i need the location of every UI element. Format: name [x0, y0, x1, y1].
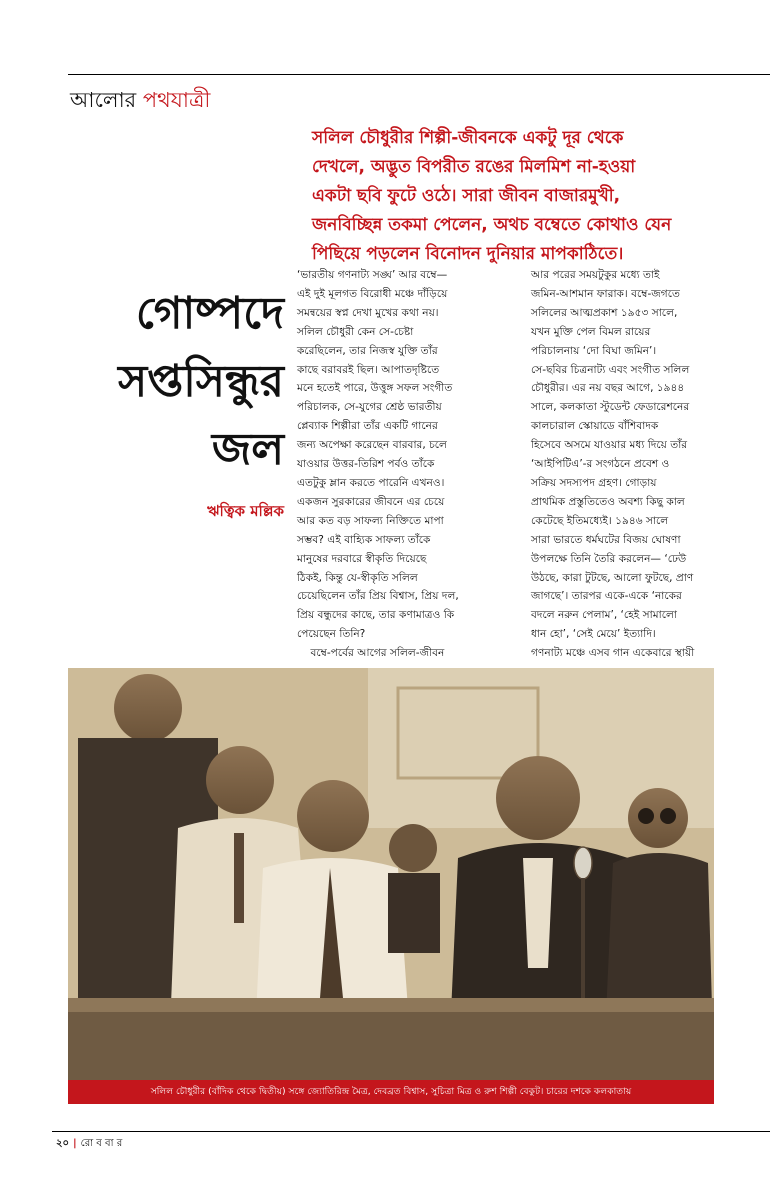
bottom-rule — [52, 1131, 770, 1132]
body-line: প্রিয় বন্ধুদের কাছে, তার কণামাত্রও কি — [297, 609, 455, 622]
body-line: সম্ভব? এই বাহ্যিক সাফল্য তাঁকে — [297, 533, 431, 546]
photo-caption: সলিল চৌধুরীর (বাঁদিক থেকে দ্বিতীয়) সঙ্গে জ্যোতিরিন্দ্র মৈত্র, দেবব্রত বিশ্বাস, সুচিত্রা মিত্র ও রুশ শিল্পী বেকুট। চারের দশকে কলকাতায় — [68, 1080, 714, 1104]
folio-separator: | — [73, 1138, 77, 1149]
body-line: ধান হো’, ‘সেই মেয়ে’ ইত্যাদি। — [531, 628, 656, 641]
byline: ঋত্বিক মল্লিক — [207, 502, 284, 520]
headline-line: জল — [211, 424, 284, 475]
standfirst-line: পিছিয়ে পড়লেন বিনোদন দুনিয়ার মাপকাঠিতে। — [312, 244, 624, 264]
photo-railing — [68, 998, 714, 1012]
body-column-1 — [297, 266, 517, 663]
body-line: পেয়েছেন তিনি? — [297, 628, 366, 641]
body-line: কাছে বরাবরই ছিল। আপাতদৃষ্টিতে — [297, 363, 440, 376]
body-line: চেয়েছিলেন তাঁর প্রিয় বিশ্বাস, প্রিয় দল, — [297, 590, 459, 603]
body-line: কেটেছে ইতিমধ্যেই। ১৯৪৬ সালে — [531, 514, 669, 527]
page-number: ২০ — [56, 1138, 70, 1149]
body-line: জাগছে’। তারপর একে-একে ‘নাকের — [531, 590, 682, 603]
section-label — [70, 86, 210, 114]
standfirst-line: দেখলে, অদ্ভুত বিপরীত রঙের মিলমিশ না-হওয়া — [312, 157, 636, 177]
section-label-part-b: পথযাত্রী — [142, 88, 211, 112]
body-line: সমন্বয়ের স্বপ্ন দেখা মুখের কথা নয়। — [297, 306, 439, 319]
body-line: সে-ছবির চিত্রনাট্য এবং সংগীত সলিল — [531, 363, 690, 376]
standfirst — [312, 124, 752, 269]
body-line: বম্বে-পর্বের আগের সলিল-জীবন — [297, 647, 445, 660]
top-rule — [68, 74, 770, 75]
body-line: পরিচালক, সে-যুগের শ্রেষ্ঠ ভারতীয় — [297, 401, 442, 414]
headline-line: গোষ্পদে — [135, 288, 284, 339]
body-line: সলিল চৌধুরী কেন সে-চেষ্টা — [297, 325, 414, 338]
headline — [64, 280, 284, 484]
body-line: আর কত বড় সাফল্য নিক্তিতে মাপা — [297, 514, 444, 527]
body-line: বদলে নরুন পেলাম’, ‘হেই সামালো — [531, 609, 677, 622]
body-line: এই দুই মূলগত বিরোধী মঞ্চে দাঁড়িয়ে — [297, 287, 448, 300]
body-line: উপলক্ষে তিনি তৈরি করলেন— ‘ঢেউ — [531, 552, 687, 565]
section-label-part-a: আলোর — [70, 88, 143, 112]
publication-name: রো ব বা র — [80, 1138, 123, 1149]
photo-figure-4 — [388, 824, 440, 953]
headline-line: সপ্তসিন্ধুর — [118, 356, 284, 407]
body-line: মনে হতেই পারে, উত্তুঙ্গ সফল সংগীত — [297, 382, 453, 395]
body-line: জন্য অপেক্ষা করেছেন বারবার, চলে — [297, 439, 447, 452]
body-line: প্রাথমিক প্রস্তুতিতেও অবশ্য কিছু কাল — [531, 495, 685, 508]
body-line: উঠছে, কারা টুটছে, আলো ফুটছে, প্রাণ — [531, 571, 694, 584]
body-line: ‘ভারতীয় গণনাট্য সঙ্ঘ’ আর বম্বে— — [297, 269, 448, 281]
standfirst-line: জনবিচ্ছিন্ন তকমা পেলেন, অথচ বম্বেতে কোথাও যেন — [312, 215, 672, 235]
body-line: হিসেবে অসমে যাওয়ার মধ্য দিয়ে তাঁর — [531, 439, 688, 452]
photo-illustration — [68, 668, 714, 1080]
body-line: ‘আইপিটিএ’-র সংগঠনে প্রবেশ ও — [531, 458, 670, 471]
body-line: একজন সুরকারের জীবনে এর চেয়ে — [297, 495, 445, 508]
body-line: সারা ভারতে ধর্মঘটের বিজয় ঘোষণা — [531, 533, 681, 546]
standfirst-line: একটা ছবি ফুটে ওঠে। সারা জীবন বাজারমুখী, — [312, 186, 621, 206]
standfirst-line: সলিল চৌধুরীর শিল্পী-জীবনকে একটু দূর থেকে — [312, 128, 624, 148]
body-line: যখন মুক্তি পেল বিমল রায়ের — [531, 325, 651, 338]
body-line: এতটুকু ম্লান করতে পারেনি এখনও। — [297, 476, 445, 489]
body-line: সক্রিয় সদস্যপদ গ্রহণ। গোড়ায় — [531, 476, 657, 489]
body-line: সালে, কলকাতা স্টুডেন্ট ফেডারেশনের — [531, 401, 690, 414]
body-line: ঠিকই, কিন্তু যে-স্বীকৃতি সলিল — [297, 571, 418, 584]
body-line: জমিন-আশমান ফারাক। বম্বে-জগতে — [531, 287, 680, 300]
body-line: চৌধুরীর। এর নয় বছর আগে, ১৯৪৪ — [531, 382, 685, 395]
body-line: গণনাট্য মঞ্চে এসব গান একেবারে স্থায়ী — [531, 647, 695, 660]
body-line: আর পরের সময়টুকুর মধ্যে তাই — [531, 269, 660, 281]
body-line: সলিলের আত্মপ্রকাশ ১৯৫৩ সালে, — [531, 306, 678, 319]
photo-stage-front — [68, 1012, 714, 1080]
feature-photo — [68, 668, 714, 1080]
body-line: করেছিলেন, তার নিজস্ব যুক্তি তাঁর — [297, 344, 438, 357]
body-line: মানুষের দরবারে স্বীকৃতি দিয়েছে — [297, 552, 427, 565]
body-line: পরিচালনায় ‘দো বিঘা জমিন’। — [531, 344, 657, 357]
body-column-2 — [531, 266, 753, 663]
folio — [56, 1136, 122, 1153]
body-line: যাওয়ার উত্তর-তিরিশ পর্বও তাঁকে — [297, 458, 435, 471]
body-line: কালচারাল স্কোয়াডে বাঁশিবাদক — [531, 420, 659, 433]
body-line: প্লেব্যাক শিল্পীরা তাঁর একটি গানের — [297, 420, 438, 433]
